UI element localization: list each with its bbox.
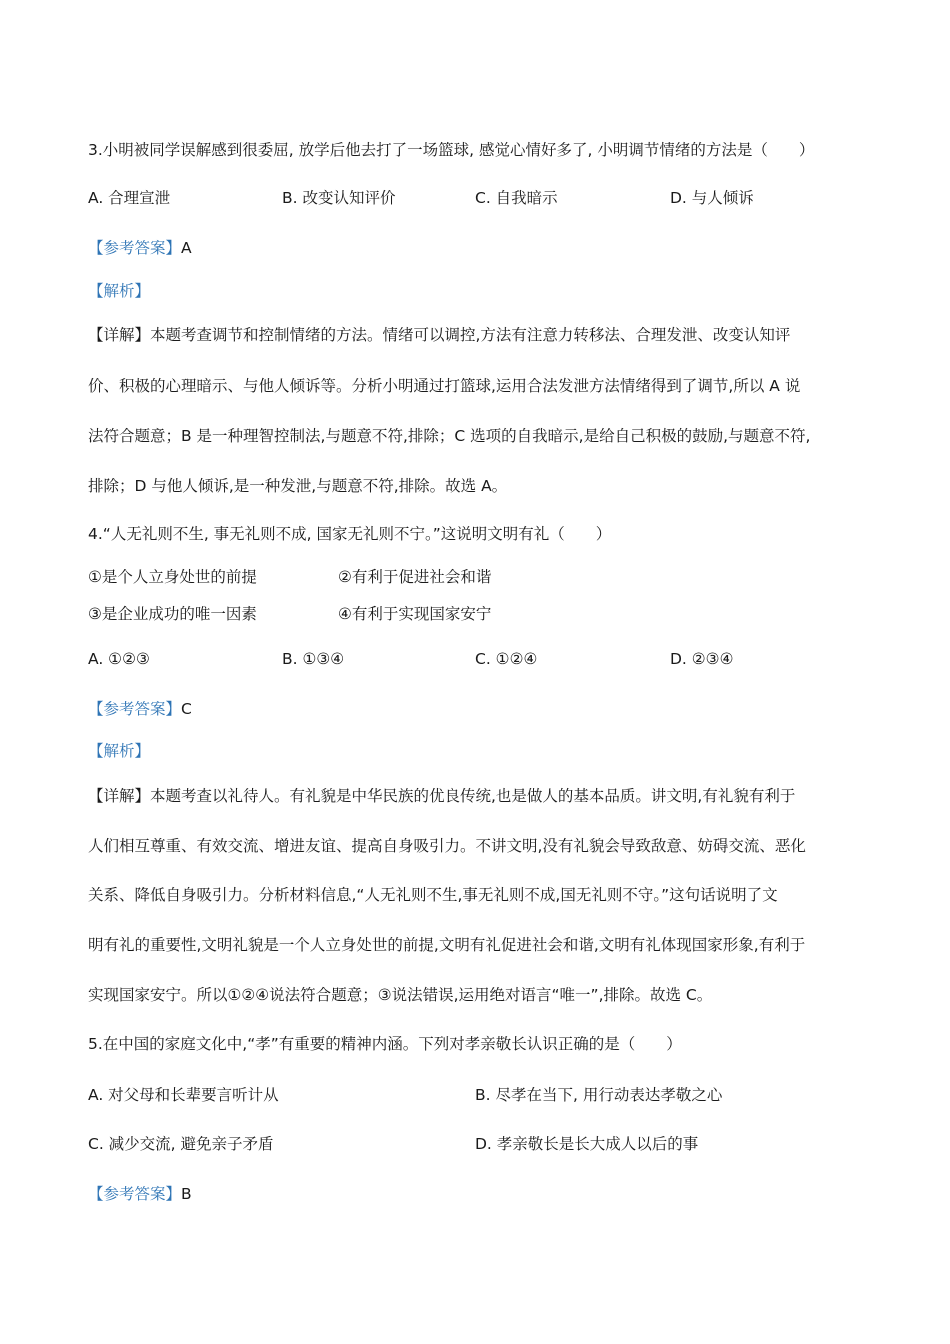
q3-option-b: B. 改变认知评价 (282, 189, 396, 207)
q4-answer-label: 【参考答案】 (88, 700, 182, 718)
q4-detail-line-5: 实现国家安宁。所以①②④说法符合题意；③说法错误,运用绝对语言“唯一”,排除。故选 C。 (88, 986, 713, 1004)
q3-detail-line-1: 【详解】本题考查调节和控制情绪的方法。情绪可以调控,方法有注意力转移法、合理发泄、改变认知评 (88, 326, 791, 344)
q3-option-d: D. 与人倾诉 (670, 189, 754, 207)
q5-answer-label: 【参考答案】 (88, 1185, 182, 1203)
q3-option-a: A. 合理宣泄 (88, 189, 171, 207)
q4-item-4: ④有利于实现国家安宁 (338, 605, 492, 623)
q5-answer-value: B (181, 1185, 192, 1203)
q3-answer (88, 238, 192, 258)
q4-answer-value: C (181, 700, 192, 718)
q3-detail-line-2: 价、积极的心理暗示、与他人倾诉等。分析小明通过打篮球,运用合法发泄方法情绪得到了调节,所以 A 说 (88, 377, 801, 395)
q3-option-c: C. 自我暗示 (475, 189, 558, 207)
q5-stem: 5.在中国的家庭文化中,“孝”有重要的精神内涵。下列对孝亲敬长认识正确的是（ ） (88, 1035, 682, 1053)
q5-option-c: C. 减少交流, 避免亲子矛盾 (88, 1135, 274, 1153)
q5-option-b: B. 尽孝在当下, 用行动表达孝敬之心 (475, 1086, 723, 1104)
q4-option-c: C. ①②④ (475, 650, 538, 668)
q4-option-d: D. ②③④ (670, 650, 734, 668)
q3-answer-label: 【参考答案】 (88, 239, 182, 257)
q4-option-b: B. ①③④ (282, 650, 345, 668)
q4-answer (88, 699, 192, 719)
q4-detail-line-2: 人们相互尊重、有效交流、增进友谊、提高自身吸引力。不讲文明,没有礼貌会导致敌意、妨碍交流、恶化 (88, 837, 806, 855)
q4-item-1: ①是个人立身处世的前提 (88, 568, 257, 586)
q3-stem: 3.小明被同学误解感到很委屈, 放学后他去打了一场篮球, 感觉心情好多了, 小明调节情绪的方法是（ ） (88, 141, 815, 159)
q5-option-a: A. 对父母和长辈要言听计从 (88, 1086, 279, 1104)
q3-detail-line-4: 排除；D 与他人倾诉,是一种发泄,与题意不符,排除。故选 A。 (88, 477, 508, 495)
q3-answer-value: A (181, 239, 192, 257)
q3-analysis-label: 【解析】 (88, 282, 151, 300)
q5-option-d: D. 孝亲敬长是长大成人以后的事 (475, 1135, 699, 1153)
q4-detail-line-1: 【详解】本题考查以礼待人。有礼貌是中华民族的优良传统,也是做人的基本品质。讲文明,有礼貌有利于 (88, 787, 796, 805)
q4-detail-line-4: 明有礼的重要性,文明礼貌是一个人立身处世的前提,文明有礼促进社会和谐,文明有礼体现国家形象,有利于 (88, 936, 806, 954)
q4-detail-line-3: 关系、降低自身吸引力。分析材料信息,“人无礼则不生,事无礼则不成,国无礼则不守。”这句话说明了文 (88, 886, 778, 904)
q4-analysis-label: 【解析】 (88, 742, 151, 760)
q3-detail-line-3: 法符合题意；B 是一种理智控制法,与题意不符,排除；C 选项的自我暗示,是给自己积极的鼓励,与题意不符, (88, 427, 811, 445)
q5-answer (88, 1184, 192, 1204)
q4-stem: 4.“人无礼则不生, 事无礼则不成, 国家无礼则不宁。”这说明文明有礼（ ） (88, 525, 612, 543)
q4-item-2: ②有利于促进社会和谐 (338, 568, 492, 586)
q4-option-a: A. ①②③ (88, 650, 150, 668)
q4-item-3: ③是企业成功的唯一因素 (88, 605, 257, 623)
